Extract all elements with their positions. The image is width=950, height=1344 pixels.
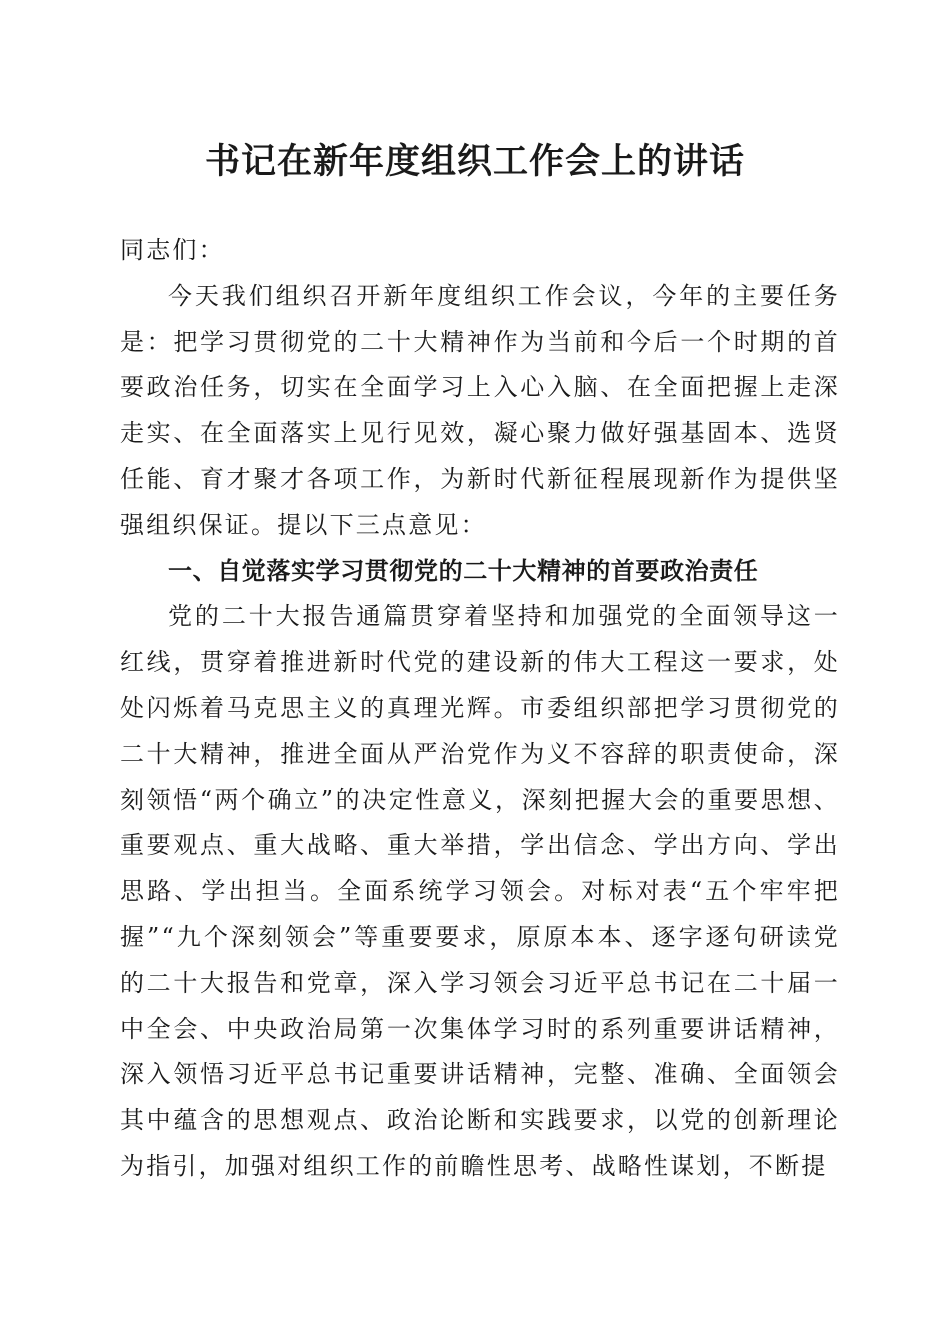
document-title: 书记在新年度组织工作会上的讲话 xyxy=(204,141,745,182)
section-1-heading: 一、自觉落实学习贯彻党的二十大精神的首要政治责任 xyxy=(168,556,759,585)
salutation: 同志们： xyxy=(120,236,225,264)
section-1-paragraph: 党的二十大报告通篇贯穿着坚持和加强党的全面领导这一红线，贯穿着推进新时代党的建设新的伟大工程这一要求，处处闪烁着马克思主义的真理光辉。市委组织部把学习贯彻党的二十大精神，推进全面从严治党作为义不容辞的职责使命，深刻领悟“两个确立”的决定性意义，深刻把握大会的重要思想、重要观点、重大战略、重大举措，学出信念、学出方向、学出思路、学出担当。全面系统学习领会。对标对表“五个牢牢把握”“九个深刻领会”等重要要求，原原本本、逐字逐句研读党的二十大报告和党章，深入学习领会习近平总书记在二十届一中全会、中央政治局第一次集体学习时的系列重要讲话精神，深入领悟习近平总书记重要讲话精神，完整、准确、全面领会其中蕴含的思想观点、政治论断和实践要求，以党的创新理论为指引，加强对组织工作的前瞻性思考、战略性谋划，不断提 xyxy=(120,602,840,1180)
intro-paragraph: 今天我们组织召开新年度组织工作会议，今年的主要任务是：把学习贯彻党的二十大精神作为当前和今后一个时期的首要政治任务，切实在全面学习上入心入脑、在全面把握上走深走实、在全面落实上见行见效，凝心聚力做好强基固本、选贤任能、育才聚才各项工作，为新时代新征程展现新作为提供坚强组织保证。提以下三点意见： xyxy=(120,281,840,539)
document-body xyxy=(120,228,840,1190)
